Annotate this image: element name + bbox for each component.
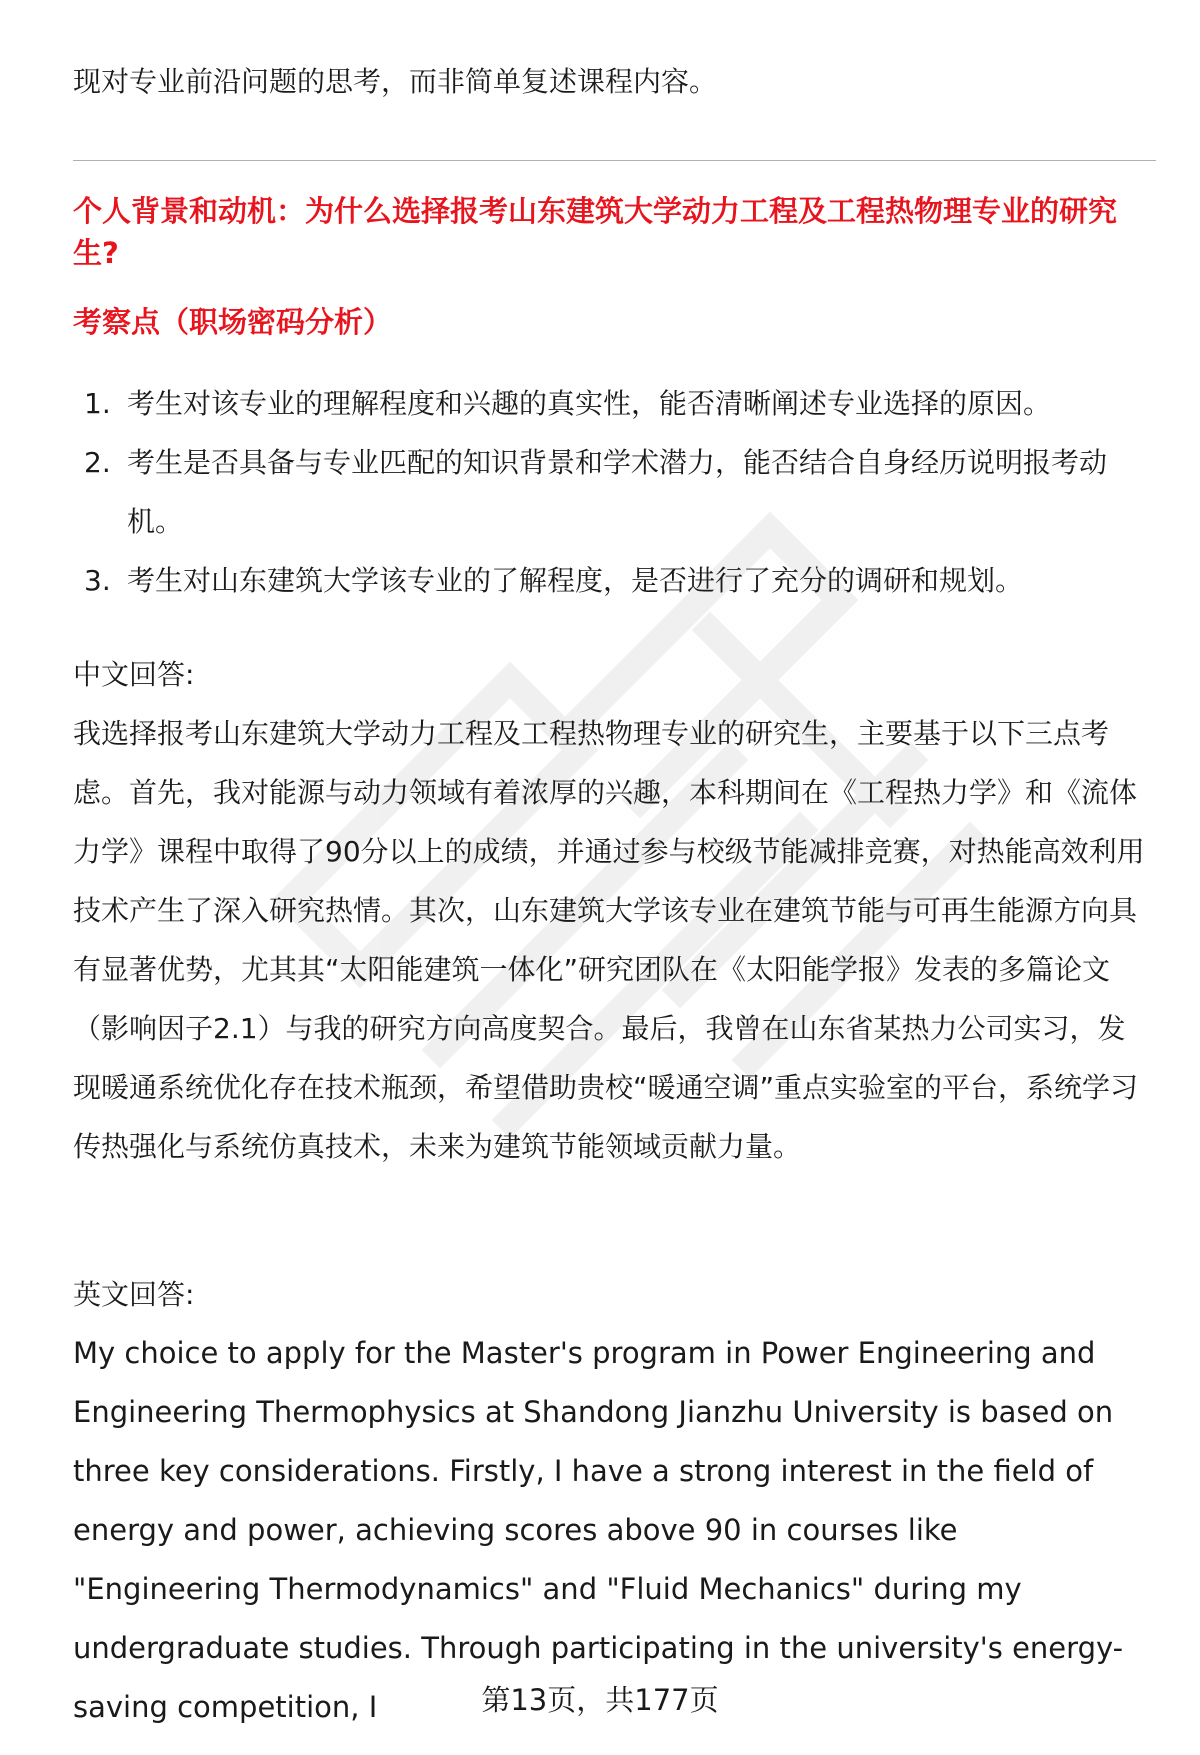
list-item-number: 3. xyxy=(84,564,111,597)
list-item xyxy=(73,374,1158,433)
continued-paragraph: 现对专业前沿问题的思考，而非简单复述课程内容。 xyxy=(73,65,718,98)
assessment-points-heading: 考察点（职场密码分析） xyxy=(73,305,393,339)
list-item xyxy=(73,433,1158,551)
english-answer-label: 英文回答: xyxy=(73,1278,195,1311)
english-answer-text: My choice to apply for the Master's program in Power Engineering and Engineering Thermophysics at Shandong Jianzhu University is based on three key considerations. Firstly, I have a strong interest in the field of energy and power, achieving scores above 90 in courses like "Engineering Thermodynamics" and "Fluid Mechanics" during my undergraduate studies. Through participating in the university's energy-saving competition, I xyxy=(73,1336,1124,1724)
list-item-number: 1. xyxy=(84,387,111,420)
chinese-answer-text: 我选择报考山东建筑大学动力工程及工程热物理专业的研究生，主要基于以下三点考虑。首先，我对能源与动力领域有着浓厚的兴趣，本科期间在《工程热力学》和《流体力学》课程中取得了90分以上的成绩，并通过参与校级节能减排竞赛，对热能高效利用技术产生了深入研究热情。其次，山东建筑大学该专业在建筑节能与可再生能源方向具有显著优势，尤其其“太阳能建筑一体化”研究团队在《太阳能学报》发表的多篇论文（影响因子2.1）与我的研究方向高度契合。最后，我曾在山东省某热力公司实习，发现暖通系统优化存在技术瓶颈，希望借助贵校“暖通空调”重点实验室的平台，系统学习传热强化与系统仿真技术，未来为建筑节能领域贡献力量。 xyxy=(73,717,1145,1163)
list-item-text: 考生是否具备与专业匹配的知识背景和学术潜力，能否结合自身经历说明报考动机。 xyxy=(127,446,1108,538)
section-divider xyxy=(73,160,1156,161)
interview-question: 个人背景和动机：为什么选择报考山东建筑大学动力工程及工程热物理专业的研究生? xyxy=(73,194,1118,270)
page-number-footer: 第13页，共177页 xyxy=(481,1683,719,1717)
assessment-points-list xyxy=(73,374,1158,610)
list-item xyxy=(73,551,1158,610)
list-item-text: 考生对该专业的理解程度和兴趣的真实性，能否清晰阐述专业选择的原因。 xyxy=(127,387,1052,420)
chinese-answer-label: 中文回答: xyxy=(73,658,195,691)
list-item-text: 考生对山东建筑大学该专业的了解程度，是否进行了充分的调研和规划。 xyxy=(127,564,1024,597)
list-item-number: 2. xyxy=(84,446,111,479)
